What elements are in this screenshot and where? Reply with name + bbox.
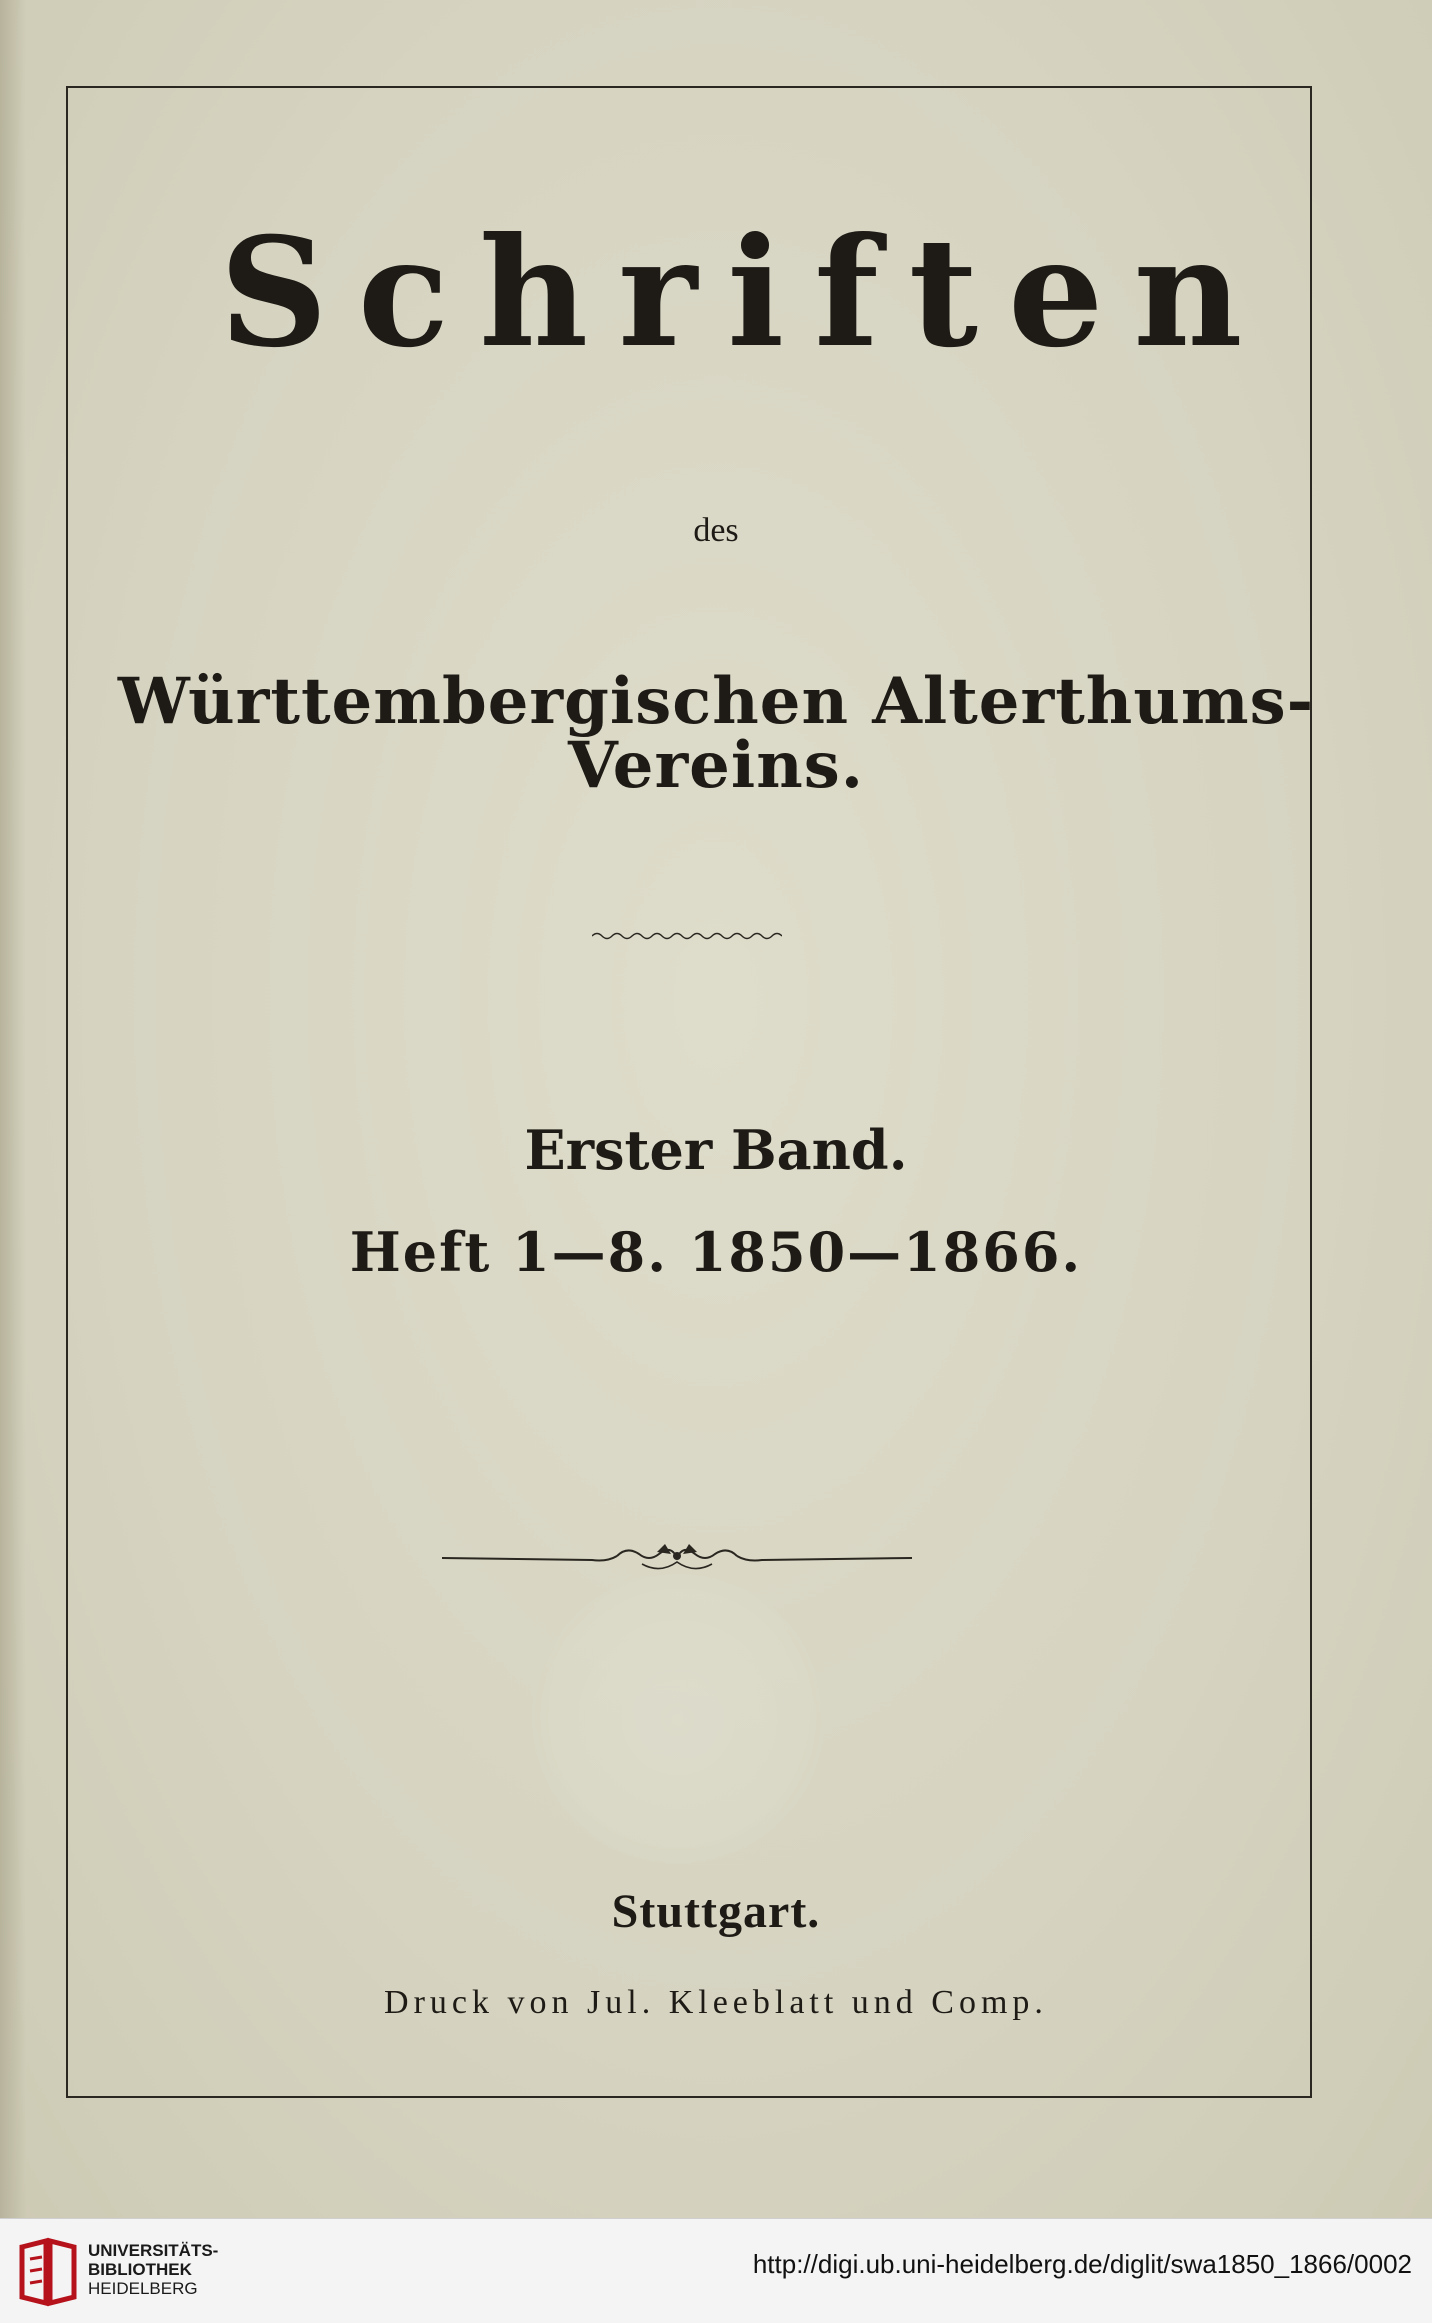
issue-range: Heft 1—8. 1850—1866. [349,1220,1083,1284]
library-blind-stamp [528,1574,828,1864]
digitization-footer [0,2218,1432,2323]
library-name-line1: UNIVERSITÄTS- [88,2241,219,2260]
imprint-printer: Druck von Jul. Kleeblatt und Comp. [384,1984,1048,2021]
society-name: Württembergischen Alterthums-Vereins. [117,664,1315,803]
university-library-logo-icon [16,2237,80,2309]
floral-divider-ornament [442,1538,912,1578]
volume-label: Erster Band. [524,1118,908,1182]
book-title: Schriften [219,205,1273,381]
title-preposition: des [693,512,739,549]
imprint-city: Stuttgart. [611,1885,821,1938]
library-name-line2: BIBLIOTHEK [88,2260,192,2279]
permalink-url[interactable]: http://digi.ub.uni-heidelberg.de/diglit/swa1850_1866/0002 [752,2249,1412,2279]
library-name [88,2241,218,2298]
wavy-rule-ornament [592,930,782,942]
library-name-line3: HEIDELBERG [88,2279,198,2298]
